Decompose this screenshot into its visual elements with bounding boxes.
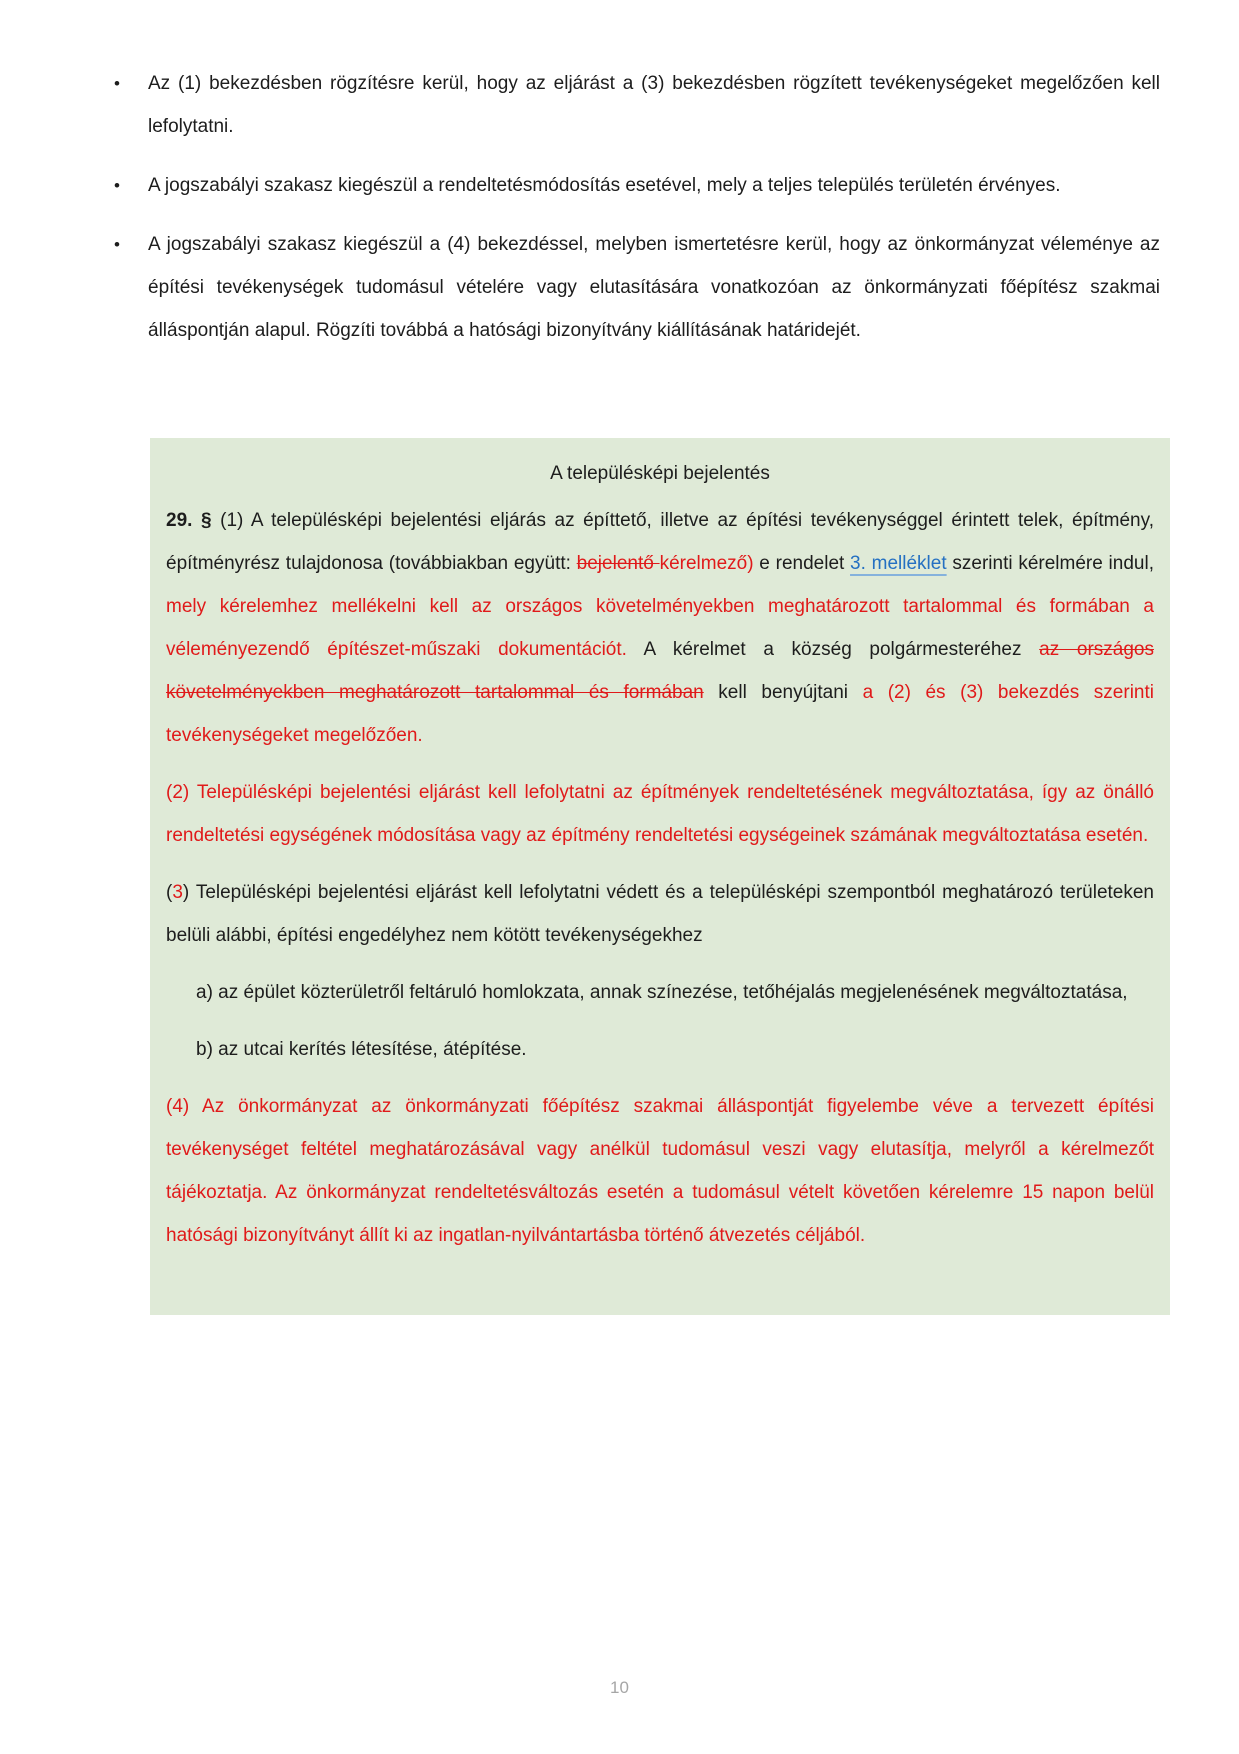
paragraph-3 — [166, 871, 1154, 957]
melleklet-hyperlink[interactable]: 3. melléklet — [850, 553, 947, 574]
text-run: az országos követelményekben meghatározott tartalommal és formában — [166, 639, 1154, 703]
text-run: (4) Az önkormányzat az önkormányzati főépítész szakmai álláspontját figyelembe véve a tervezett építési tevékenységet feltétel meghatározásával vagy anélkül tudomásul veszi vagy elutasítja, melyről a kérelmezőt tájékoztatja. Az önkormányzat rendeltetésváltozás esetén a tudomásul vételt követően kérelemre 15 napon belül hatósági bizonyítványt állít ki az ingatlan-nyilvántartásba történő átvezetés céljából. — [166, 1096, 1154, 1246]
text-run: mely kérelemhez mellékelni kell az országos követelményekben meghatározott tartalommal és formában a véleményezendő építészet-műszaki dokumentációt. — [166, 596, 1154, 660]
paragraph-a — [166, 971, 1154, 1014]
text-run: kérelmező) — [659, 553, 754, 574]
bullet-list — [0, 0, 1239, 352]
text-run: b) az utcai kerítés létesítése, átépítése. — [196, 1039, 527, 1060]
highlighted-regulation-box — [150, 438, 1170, 1315]
text-run: ( — [166, 882, 173, 903]
bullet-item — [112, 223, 1160, 352]
text-run: (2) Településképi bejelentési eljárást kell lefolytatni az építmények rendeltetésének megváltoztatása, így az önálló rendeltetési egységének módosítása vagy az építmény rendeltetési egységeinek számának megváltoztatása esetén. — [166, 782, 1154, 846]
bullet-text — [148, 73, 1160, 137]
text-run: 29. § — [166, 510, 212, 531]
text-run: kell benyújtani — [703, 682, 863, 703]
text-run: szerinti kérelmére indul, — [946, 553, 1154, 574]
box-heading: A településképi bejelentés — [550, 463, 770, 484]
text-run: a (2) és (3) bekezdés szerinti tevékenységeket megelőzően. — [166, 682, 1154, 746]
page-number: 10 — [610, 1678, 629, 1697]
bullet-icon: • — [114, 235, 120, 254]
text-run: Az (1) bekezdésben rögzítésre kerül, hogy az eljárást a (3) bekezdésben rögzített tevékenységeket megelőzően kell lefolytatni. — [148, 73, 1160, 137]
paragraph-4 — [166, 1085, 1154, 1257]
bullet-item — [112, 62, 1160, 148]
text-run: A jogszabályi szakasz kiegészül a rendeltetésmódosítás esetével, mely a teljes település területén érvényes. — [148, 175, 1061, 196]
paragraph-2 — [166, 771, 1154, 857]
bullet-icon: • — [114, 74, 120, 93]
text-run: A jogszabályi szakasz kiegészül a (4) bekezdéssel, melyben ismertetésre kerül, hogy az önkormányzat véleménye az építési tevékenységek tudomásul vételére vagy elutasítására vonatkozóan az önkormányzati főépítész szakmai álláspontján alapul. Rögzíti továbbá a hatósági bizonyítvány kiállításának határidejét. — [148, 234, 1160, 341]
text-run: bejelentő — [576, 553, 660, 574]
bullet-text — [148, 175, 1061, 196]
text-run: e rendelet — [753, 553, 851, 574]
text-run: ) Településképi bejelentési eljárást kell lefolytatni védett és a településképi szempontból meghatározó területeken belüli alábbi, építési engedélyhez nem kötött tevékenységekhez — [166, 882, 1154, 946]
bullet-icon: • — [114, 176, 120, 195]
bullet-item — [112, 164, 1160, 207]
text-run: a) az épület közterületről feltáruló homlokzata, annak színezése, tetőhéjalás megjelenésének megváltoztatása, — [196, 982, 1128, 1003]
bullet-text — [148, 234, 1160, 341]
text-run: 3 — [172, 882, 183, 903]
paragraph-b — [166, 1028, 1154, 1071]
paragraph-29-1 — [166, 499, 1154, 757]
text-run: A kérelmet a község polgármesteréhez — [626, 639, 1040, 660]
text-run: (1) A településképi bejelentési eljárás az építtető, illetve az építési tevékenységgel érintett telek, építmény, építményrész tulajdonosa (továbbiakban együtt: — [166, 510, 1154, 574]
